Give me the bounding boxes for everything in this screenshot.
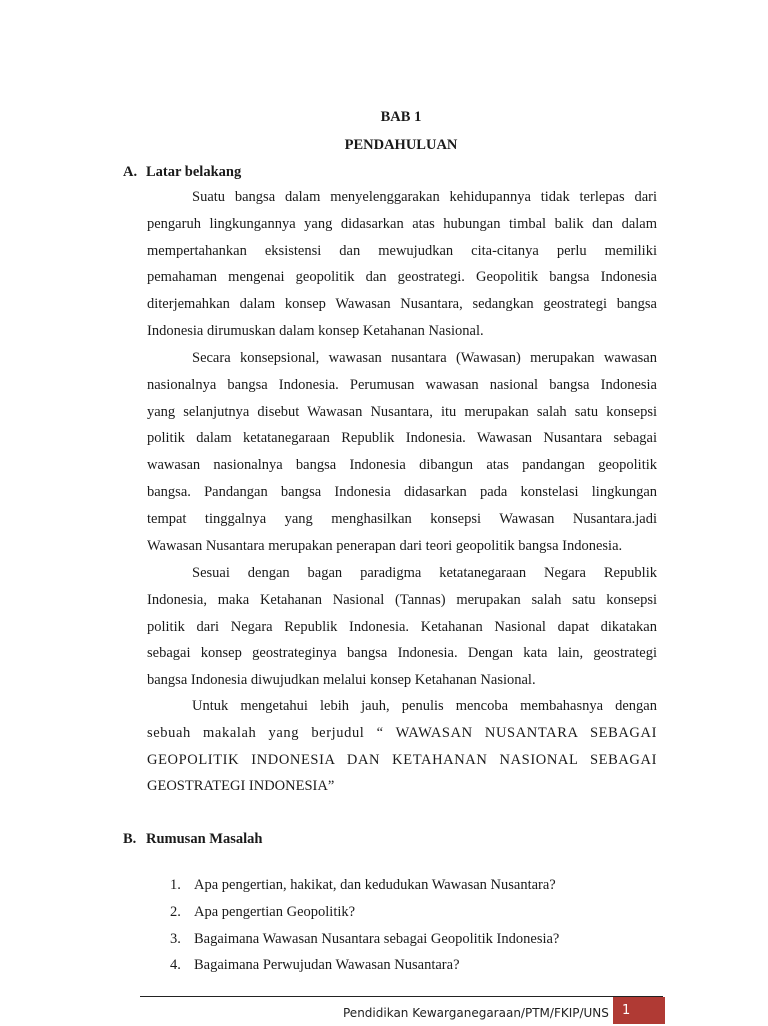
paragraph-line: mempertahankan eksistensi dan mewujudkan cita-citanya perlu memiliki	[147, 242, 657, 259]
paragraph-line: Suatu bangsa dalam menyelenggarakan kehidupannya tidak terlepas dari	[192, 189, 657, 205]
chapter-label: BAB 1	[380, 109, 422, 125]
paragraph-line: Indonesia dirumuskan dalam konsep Ketahanan Nasional.	[147, 322, 484, 339]
paragraph-line: Indonesia, maka Ketahanan Nasional (Tannas) merupakan salah satu konsepsi	[147, 591, 657, 608]
paragraph-line: Secara konsepsional, wawasan nusantara (Wawasan) merupakan wawasan	[192, 350, 657, 366]
paragraph-line: sebagai konsep geostrateginya bangsa Indonesia. Dengan kata lain, geostrategi	[147, 645, 657, 662]
paragraph-line: Untuk mengetahui lebih jauh, penulis mencoba membahasnya dengan	[192, 698, 657, 714]
paragraph-line: pengaruh lingkungannya yang didasarkan atas hubungan timbal balik dan dalam	[147, 215, 657, 232]
paragraph-3	[147, 560, 657, 694]
section-a-title: Latar belakang	[146, 164, 242, 180]
paragraph-line: bangsa. Pandangan bangsa Indonesia didasarkan pada konstelasi lingkungan	[147, 483, 657, 500]
list-item	[170, 952, 559, 979]
list-item-text: Apa pengertian Geopolitik?	[194, 903, 356, 920]
list-item-number: 1.	[170, 877, 181, 893]
paragraph-2	[147, 345, 657, 559]
footer-page-number: 1	[613, 997, 665, 1024]
footer-course-label: Pendidikan Kewarganegaraan/PTM/FKIP/UNS	[343, 1006, 609, 1020]
paragraph-line: nasionalnya bangsa Indonesia. Perumusan wawasan nasional bangsa Indonesia	[147, 376, 657, 393]
section-b-heading	[123, 831, 262, 848]
footer-divider	[140, 996, 663, 997]
list-item	[170, 872, 559, 899]
paragraph-line: bangsa Indonesia diwujudkan melalui konsep Ketahanan Nasional.	[147, 672, 536, 689]
list-item-text: Bagaimana Perwujudan Wawasan Nusantara?	[194, 957, 460, 974]
paragraph-line: tempat tinggalnya yang menghasilkan konsepsi Wawasan Nusantara.jadi	[147, 510, 657, 527]
paragraph-line: pemahaman mengenai geopolitik dan geostrategi. Geopolitik bangsa Indonesia	[147, 269, 657, 286]
paragraph-line: Wawasan Nusantara merupakan penerapan dari teori geopolitik bangsa Indonesia.	[147, 537, 623, 554]
paragraph-line: diterjemahkan dalam konsep Wawasan Nusantara, sedangkan geostrategi bangsa	[147, 296, 657, 313]
paragraph-line: sebuah makalah yang berjudul “ WAWASAN NUSANTARA SEBAGAI	[147, 724, 657, 741]
list-item-number: 2.	[170, 903, 181, 920]
section-b-title: Rumusan Masalah	[146, 831, 263, 847]
paragraph-line: wawasan nasionalnya bangsa Indonesia dibangun atas pandangan geopolitik	[147, 457, 657, 474]
paragraph-line: Sesuai dengan bagan paradigma ketatanegaraan Negara Republik	[192, 565, 657, 581]
paragraph-4	[147, 693, 657, 800]
question-list	[170, 872, 559, 979]
list-item-text: Bagaimana Wawasan Nusantara sebagai Geopolitik Indonesia?	[194, 930, 560, 947]
list-item-number: 4.	[170, 957, 181, 974]
paragraph-line: yang selanjutnya disebut Wawasan Nusantara, itu merupakan salah satu konsepsi	[147, 403, 657, 420]
paragraph-line: politik dalam ketatanegaraan Republik Indonesia. Wawasan Nusantara sebagai	[147, 430, 657, 447]
section-a-heading	[123, 164, 241, 181]
chapter-title: PENDAHULUAN	[344, 137, 458, 153]
list-item	[170, 926, 559, 953]
section-b-number: B.	[123, 831, 137, 847]
paragraph-line: politik dari Negara Republik Indonesia. Ketahanan Nasional dapat dikatakan	[147, 618, 657, 635]
list-item	[170, 899, 559, 926]
section-a-number: A.	[123, 164, 138, 180]
list-item-text: Apa pengertian, hakikat, dan kedudukan Wawasan Nusantara?	[194, 877, 556, 893]
paragraph-line: GEOSTRATEGI INDONESIA”	[147, 778, 335, 795]
paragraph-line: GEOPOLITIK INDONESIA DAN KETAHANAN NASIONAL SEBAGAI	[147, 751, 657, 768]
list-item-number: 3.	[170, 930, 181, 947]
paragraph-1	[147, 184, 657, 345]
